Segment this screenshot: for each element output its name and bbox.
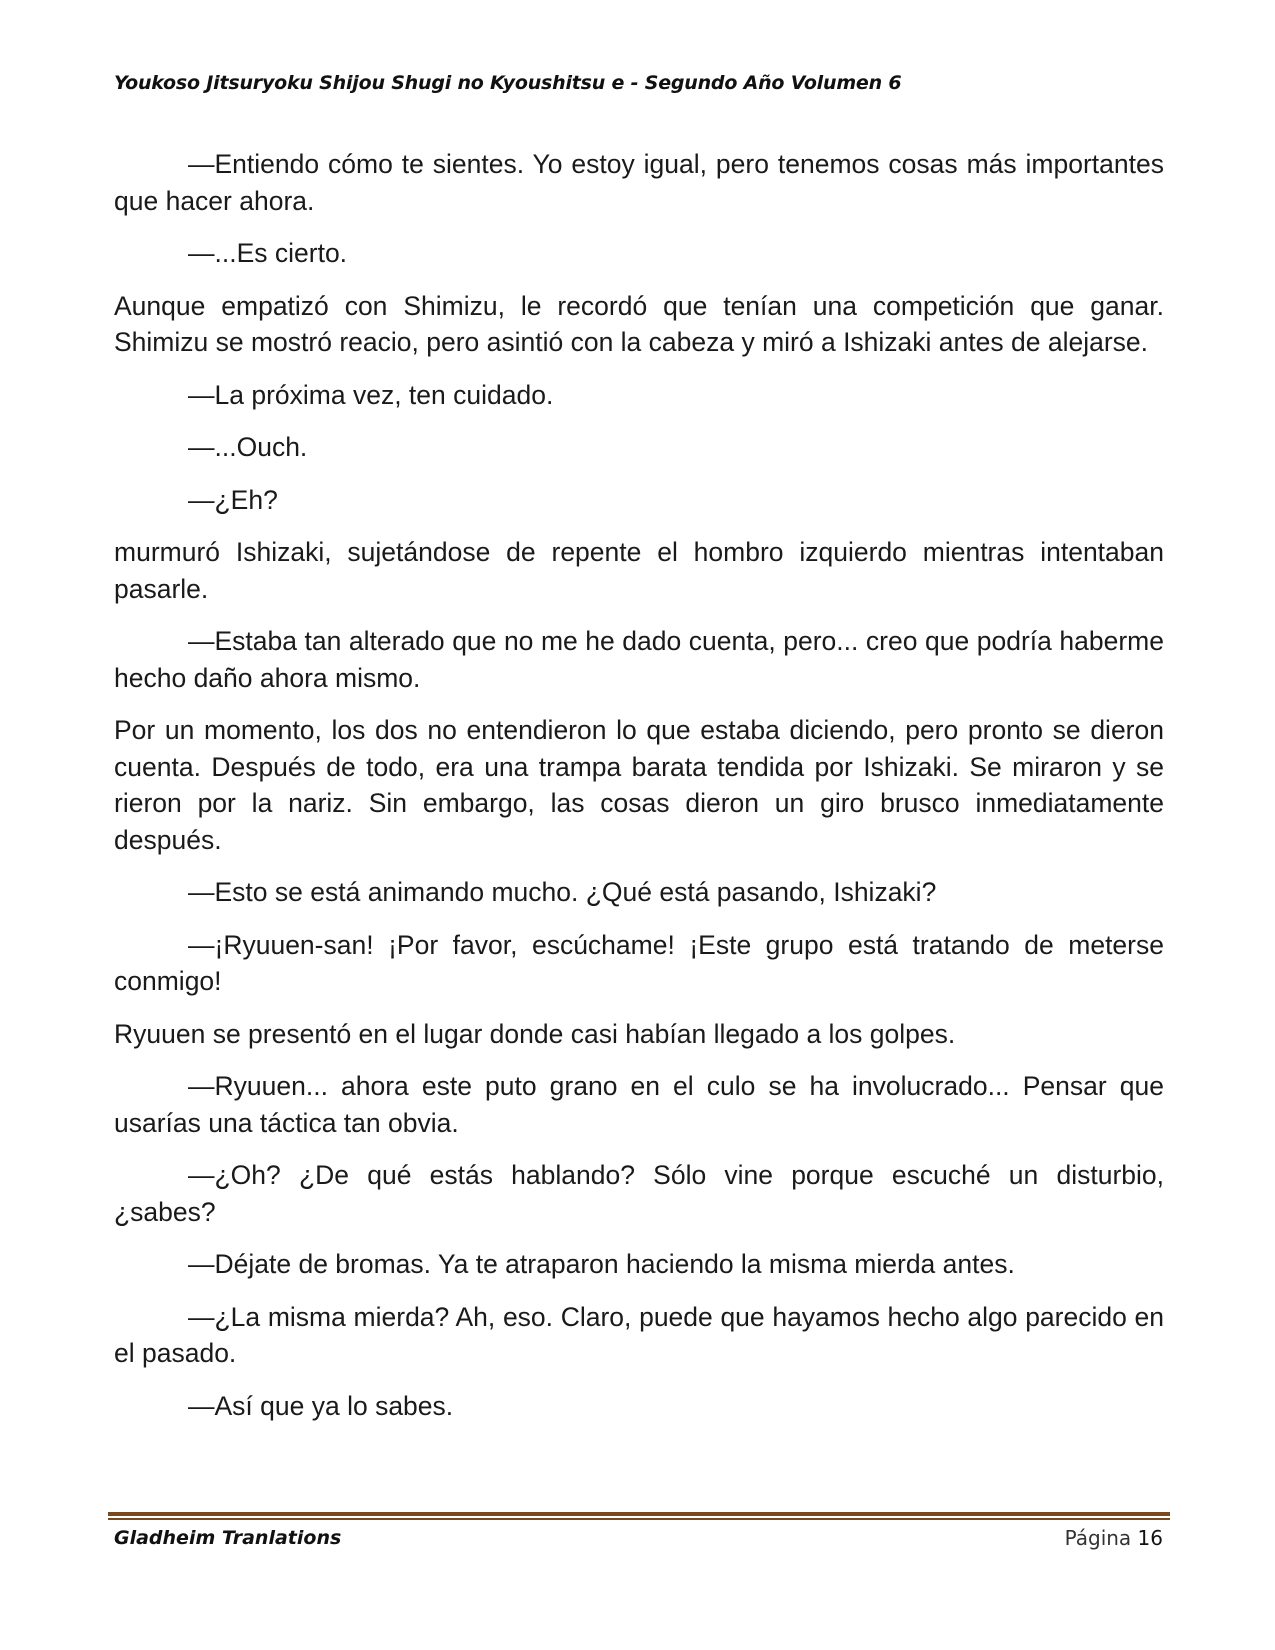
footer-divider-thin — [108, 1518, 1170, 1520]
paragraph-dialogue: —¡Ryuuen-san! ¡Por favor, escúchame! ¡Este grupo está tratando de meterse conmigo! — [114, 929, 1164, 996]
paragraph-dialogue: —¿Eh? — [188, 484, 278, 515]
running-header: Youkoso Jitsuryoku Shijou Shugi no Kyoushitsu e - Segundo Año Volumen 6 — [114, 72, 902, 94]
paragraph-dialogue: —Esto se está animando mucho. ¿Qué está pasando, Ishizaki? — [188, 877, 937, 907]
paragraph-narration: Por un momento, los dos no entendieron lo que estaba diciendo, pero pronto se dieron cuenta. Después de todo, era una trampa barata tendida por Ishizaki. Se miraron y se rieron por la nariz. Sin embargo, las cosas dieron un giro brusco inmediatamente después. — [114, 715, 1164, 855]
paragraph-narration: Aunque empatizó con Shimizu, le recordó que tenían una competición que ganar. Shimizu se mostró reacio, pero asintió con la cabeza y miró a Ishizaki antes de alejarse. — [114, 290, 1164, 357]
paragraph-dialogue: —¿La misma mierda? Ah, eso. Claro, puede que hayamos hecho algo parecido en el pasado. — [114, 1301, 1164, 1368]
footer-publisher: Gladheim Tranlations — [114, 1527, 342, 1549]
paragraph-dialogue: —Ryuuen... ahora este puto grano en el culo se ha involucrado... Pensar que usarías una táctica tan obvia. — [114, 1071, 1164, 1138]
paragraph-narration: Ryuuen se presentó en el lugar donde casi habían llegado a los golpes. — [114, 1018, 956, 1049]
page-number-label — [1065, 1526, 1163, 1550]
paragraph-dialogue: —Entiendo cómo te sientes. Yo estoy igual, pero tenemos cosas más importantes que hacer ahora. — [114, 149, 1164, 216]
page-label: Página — [1064, 1526, 1132, 1550]
paragraph-dialogue: —¿Oh? ¿De qué estás hablando? Sólo vine porque escuché un disturbio, ¿sabes? — [114, 1160, 1164, 1227]
paragraph-dialogue: —La próxima vez, ten cuidado. — [188, 379, 554, 410]
paragraph-dialogue: —Estaba tan alterado que no me he dado cuenta, pero... creo que podría haberme hecho daño ahora mismo. — [114, 626, 1164, 693]
body-text — [114, 146, 1164, 1440]
paragraph-dialogue: —...Ouch. — [188, 432, 308, 462]
paragraph-narration: murmuró Ishizaki, sujetándose de repente el hombro izquierdo mientras intentaban pasarle. — [114, 537, 1164, 604]
paragraph-dialogue: —Déjate de bromas. Ya te atraparon haciendo la misma mierda antes. — [188, 1249, 1015, 1279]
paragraph-dialogue: —Así que ya lo sabes. — [188, 1390, 454, 1421]
page-number: 16 — [1137, 1526, 1163, 1550]
paragraph-dialogue: —...Es cierto. — [188, 238, 348, 268]
